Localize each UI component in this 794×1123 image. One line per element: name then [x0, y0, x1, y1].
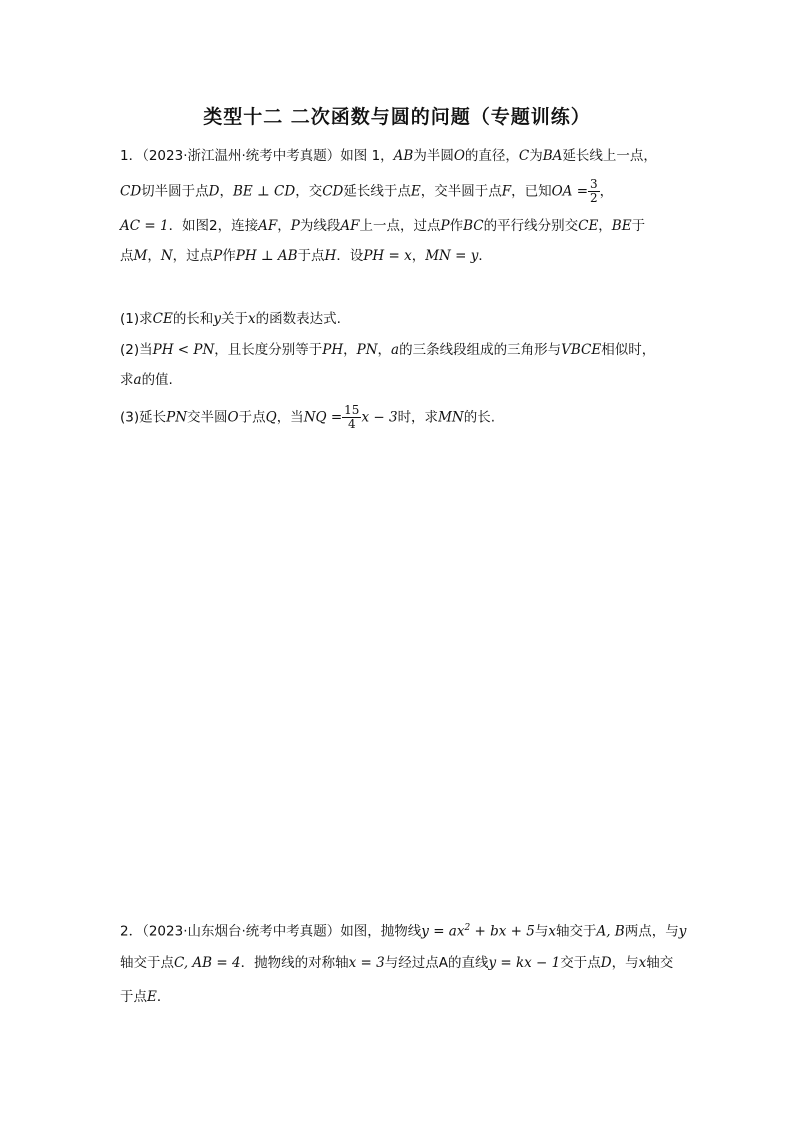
math: CE [152, 311, 173, 327]
math: CE [578, 218, 599, 234]
q1-part-3 [120, 404, 495, 431]
text: 2．（2023·山东烟台·统考中考真题）如图，抛物线 [120, 923, 422, 940]
text: 轴交于点 [120, 955, 174, 971]
math: x [548, 923, 556, 940]
math: O [227, 409, 239, 426]
math: AF [258, 218, 278, 234]
text: (3)延长 [120, 409, 167, 426]
exponent: 2 [464, 923, 471, 933]
text: 于点 [238, 409, 266, 426]
math: C, AB = 4 [174, 955, 241, 971]
text: 上一点，过点 [359, 218, 441, 234]
math: N [160, 248, 173, 264]
math: D [208, 183, 220, 200]
text: 于 [631, 218, 646, 234]
text: ，已知 [511, 183, 552, 200]
math: P [440, 218, 450, 234]
text: 轴交 [646, 955, 674, 971]
text: ，且长度分别等于 [214, 342, 323, 358]
math: E [410, 183, 421, 200]
denominator: 4 [347, 417, 356, 431]
text: 的长和 [172, 311, 214, 327]
text: 为线段 [299, 218, 341, 234]
fraction-fifteen-quarters [342, 404, 361, 431]
math: BC [463, 218, 484, 234]
denominator: 2 [590, 191, 598, 205]
text: 的直径， [464, 148, 519, 164]
math: y [678, 923, 687, 940]
text: ，过点 [172, 248, 214, 264]
math: AF [340, 218, 360, 234]
text: ．设 [336, 248, 364, 264]
text: ， [343, 342, 357, 358]
math: x [247, 311, 256, 327]
text: (1)求 [120, 311, 153, 327]
text: ， [147, 248, 161, 264]
math: PH [322, 342, 344, 358]
fraction-three-halves [588, 178, 600, 205]
text: 的三条线段组成的三角形与 [399, 342, 562, 358]
text: ， [599, 183, 614, 200]
text: (2)当 [120, 342, 153, 358]
math: M [133, 248, 148, 264]
math: BE ⊥ CD [232, 183, 296, 200]
math: VBCE [561, 342, 602, 358]
text: 作 [222, 248, 236, 264]
text: 1．（2023·浙江温州·统考中考真题）如图 1， [120, 148, 394, 164]
text: 延长线于点 [343, 183, 411, 200]
text: ，与 [611, 955, 639, 971]
math: OA = [551, 183, 589, 200]
text: 交于点 [560, 955, 601, 971]
math: x = 3 [348, 955, 385, 971]
math: + bx + 5 [470, 923, 535, 940]
q1-part-2-continued [120, 370, 173, 390]
math: E [147, 989, 157, 1005]
math: C [518, 148, 530, 164]
math: MN = y [425, 248, 479, 264]
text: 两点，与 [624, 923, 679, 940]
text: 与经过点A的直线 [384, 955, 489, 971]
text: ， [219, 183, 233, 200]
text: ， [411, 248, 426, 264]
text: 于点 [297, 248, 325, 264]
text: ， [598, 218, 612, 234]
numerator: 3 [590, 177, 598, 191]
q2-line-3 [120, 987, 170, 1007]
math: P [290, 218, 300, 234]
text: 点 [120, 248, 134, 264]
math: A, B [596, 923, 625, 940]
text: ．抛物线的对称轴 [240, 955, 349, 971]
text: ，交半圆于点 [420, 183, 502, 200]
q1-part-2 [120, 340, 655, 360]
math: BE [611, 218, 632, 234]
text: ， [277, 218, 291, 234]
text: ，交 [295, 183, 323, 200]
text: ． [156, 989, 171, 1005]
math: AC = 1 [120, 218, 169, 234]
page-title: 类型十二 二次函数与圆的问题（专题训练） [203, 106, 591, 128]
math: H [324, 248, 337, 264]
text: 作 [449, 218, 464, 234]
math: x [638, 955, 647, 971]
math: D [600, 955, 612, 971]
text: 时，求 [397, 409, 439, 426]
math: PN [356, 342, 378, 358]
text: ， [377, 342, 392, 358]
math: Q [265, 409, 277, 426]
math: AB [393, 148, 414, 164]
math: PH < PN [152, 342, 215, 358]
math: CD [120, 183, 142, 200]
math: y [213, 311, 221, 327]
text: ． [478, 248, 492, 264]
math: a [391, 342, 400, 358]
math: y = kx − 1 [488, 955, 561, 971]
math: PH = x [363, 248, 412, 264]
text: 轴交于 [555, 923, 597, 940]
q2-line-2 [120, 953, 673, 973]
text: 关于 [220, 311, 248, 327]
math: PN [166, 409, 188, 426]
math: F [501, 183, 512, 200]
text: 的长. [463, 409, 495, 426]
math: PH ⊥ AB [235, 248, 298, 264]
math: BA [542, 148, 563, 164]
text: 求 [120, 372, 134, 388]
text: 的值. [141, 372, 173, 388]
text: 相似时， [601, 342, 656, 358]
text: 的函数表达式. [255, 311, 341, 327]
q1-part-1 [120, 309, 341, 329]
q2-line-1 [120, 918, 686, 942]
text: ．如图2，连接 [168, 218, 259, 234]
text: 延长线上一点， [562, 148, 657, 164]
math: x − 3 [361, 409, 398, 426]
q1-line-4 [120, 246, 492, 266]
text: 交半圆 [187, 409, 228, 426]
math: MN [438, 409, 464, 426]
text: ，当 [276, 409, 304, 426]
text: 的平行线分别交 [483, 218, 579, 234]
text: 与 [534, 923, 549, 940]
q1-line-2 [120, 178, 613, 205]
q1-line-3 [120, 216, 645, 236]
text: 切半圆于点 [141, 183, 209, 200]
math: y = ax [421, 923, 465, 940]
math: a [133, 372, 142, 388]
q1-line-1 [120, 146, 657, 166]
text: 为 [529, 148, 543, 164]
numerator: 15 [344, 403, 360, 417]
math: O [453, 148, 465, 164]
math: CD [322, 183, 344, 200]
text: 于点 [120, 989, 147, 1005]
math: P [213, 248, 223, 264]
text: 为半圆 [413, 148, 454, 164]
math: NQ = [303, 409, 343, 426]
